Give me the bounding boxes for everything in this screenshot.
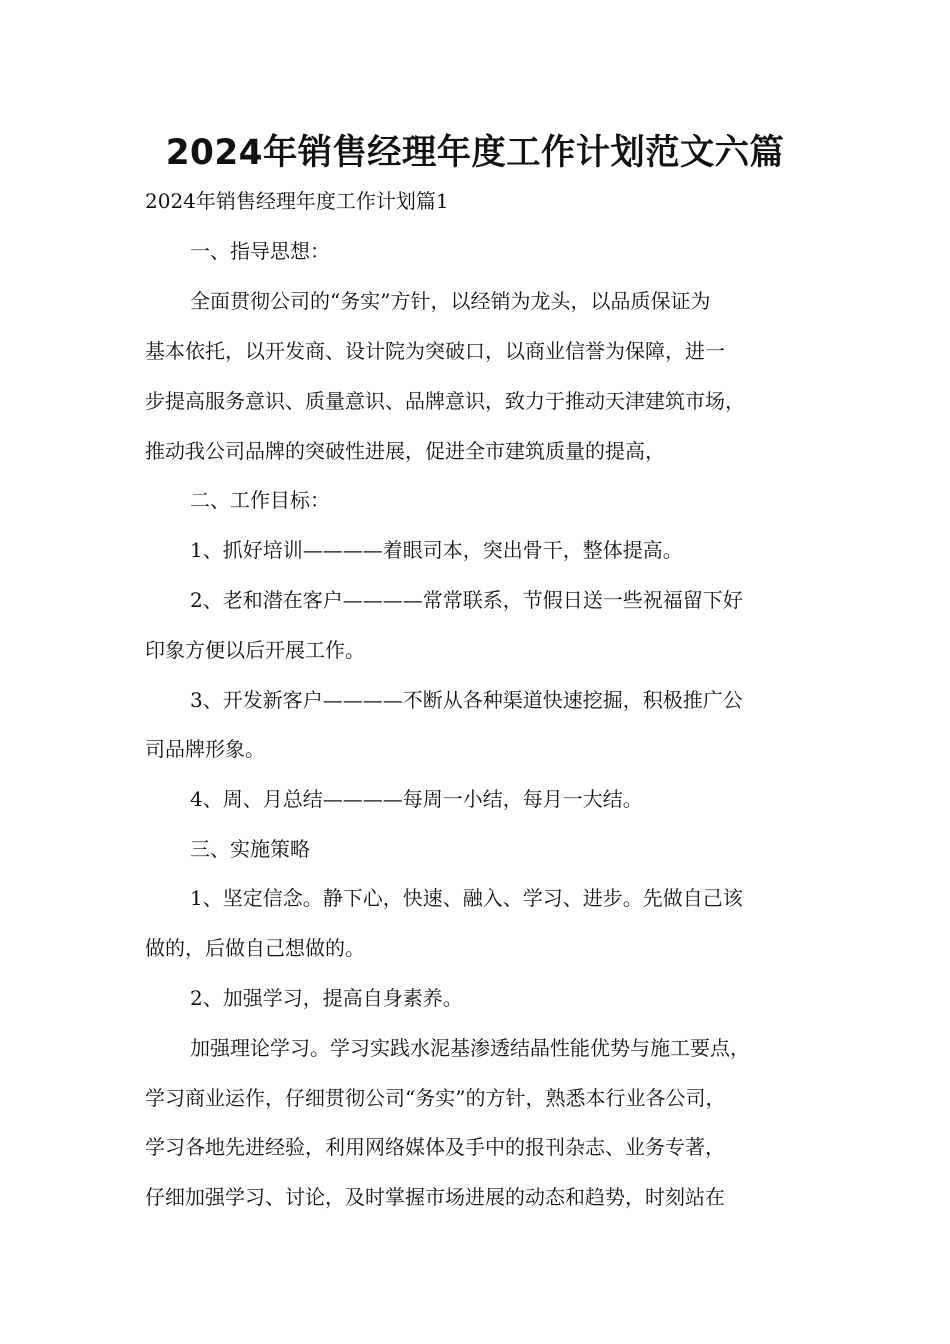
paragraph-line: 三、实施策略	[190, 837, 310, 861]
paragraph-line: 二、工作目标：	[190, 488, 330, 512]
paragraph-line: 基本依托，以开发商、设计院为突破口，以商业信誉为保障，进一	[145, 339, 725, 363]
paragraph-line: 2、加强学习，提高自身素养。	[190, 986, 463, 1010]
paragraph-line: 全面贯彻公司的“务实”方针，以经销为龙头，以品质保证为	[190, 289, 711, 313]
paragraph-line: 仔细加强学习、讨论，及时掌握市场进展的动态和趋势，时刻站在	[145, 1185, 725, 1209]
paragraph-line: 3、开发新客户————不断从各种渠道快速挖掘，积极推广公	[190, 688, 743, 712]
section-heading: 2024年销售经理年度工作计划篇1	[145, 189, 449, 213]
paragraph-line: 4、周、月总结————每周一小结，每月一大结。	[190, 787, 643, 811]
paragraph-line: 做的，后做自己想做的。	[145, 936, 365, 960]
paragraph-line: 学习各地先进经验，利用网络媒体及手中的报刊杂志、业务专著，	[145, 1135, 725, 1159]
paragraph-line: 推动我公司品牌的突破性进展，促进全市建筑质量的提高，	[145, 439, 665, 463]
paragraph-line: 学习商业运作，仔细贯彻公司“务实”的方针，熟悉本行业各公司，	[145, 1086, 726, 1110]
paragraph-line: 2、老和潜在客户————常常联系，节假日送一些祝福留下好	[190, 588, 743, 612]
document-title: 2024年销售经理年度工作计划范文六篇	[165, 133, 785, 173]
paragraph-line: 1、抓好培训————着眼司本，突出骨干，整体提高。	[190, 538, 683, 562]
paragraph-line: 步提高服务意识、质量意识、品牌意识，致力于推动天津建筑市场，	[145, 389, 745, 413]
paragraph-line: 印象方便以后开展工作。	[145, 638, 365, 662]
paragraph-line: 一、指导思想：	[190, 239, 330, 263]
paragraph-line: 1、坚定信念。静下心，快速、融入、学习、进步。先做自己该	[190, 886, 743, 910]
paragraph-line: 加强理论学习。学习实践水泥基渗透结晶性能优势与施工要点，	[190, 1036, 750, 1060]
paragraph-line: 司品牌形象。	[145, 737, 265, 761]
